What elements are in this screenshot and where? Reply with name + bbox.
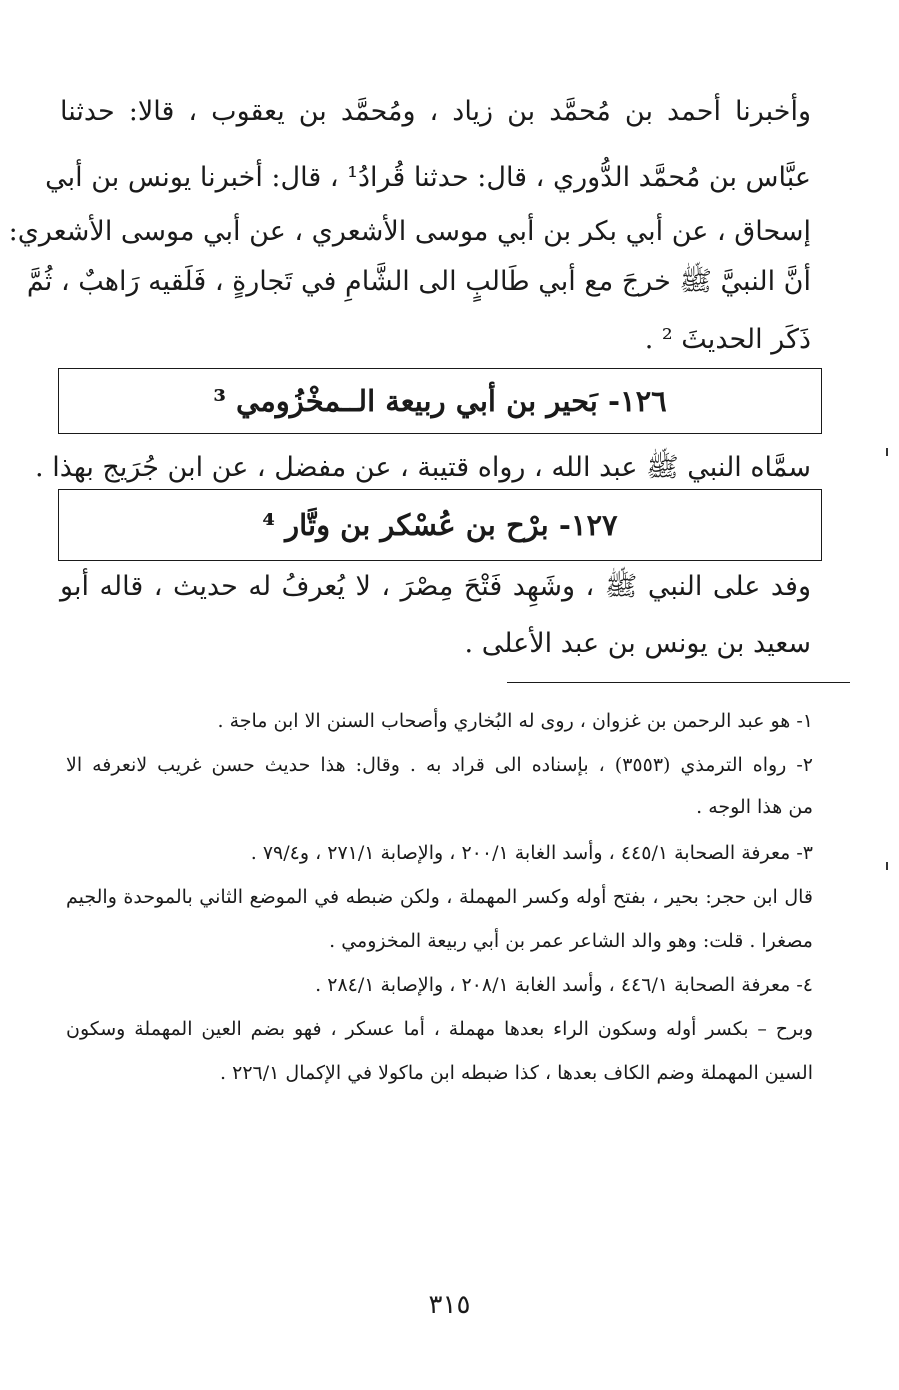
entry-126-title: ١٢٦- بَحير بن أبي ربيعة الــمخْزُومي ³ [213, 384, 667, 418]
entry-127-line: سعيد بن يونس بن عبد الأعلى . [464, 628, 811, 659]
footnote-line: وبرح – بكسر أوله وسكون الراء بعدها مهملة ، أما عسكر ، فهو بضم العين المهملة وسكون [66, 1018, 813, 1040]
footnote-line: مصغرا . قلت: وهو والد الشاعر عمر بن أبي ربيعة المخزومي . [329, 930, 813, 952]
body-line: وأخبرنا أحمد بن مُحمَّد بن زياد ، ومُحمَّد بن يعقوب ، قالا: حدثنا [60, 96, 811, 127]
entry-127-line: وفد على النبي ﷺ ، وشَهِد فَتْحَ مِصْرَ ، لا يُعرفُ له حديث ، قاله أبو [60, 571, 811, 602]
scan-mark [886, 448, 888, 456]
entry-126-heading-box [58, 368, 822, 434]
body-line: إسحاق ، عن أبي بكر بن أبي موسى الأشعري ، عن أبي موسى الأشعري: [8, 216, 811, 247]
footnote-line: السين المهملة وضم الكاف بعدها ، كذا ضبطه ابن ماكولا في الإكمال ٢٢٦/١ . [220, 1062, 813, 1084]
footnote-line: من هذا الوجه . [696, 796, 813, 818]
footnote-line: ١- هو عبد الرحمن بن غزوان ، روى له البُخاري وأصحاب السنن الا ابن ماجة . [217, 710, 813, 732]
scan-mark [886, 862, 888, 870]
entry-127-title: ١٢٧- برْح بن عُسْكر بن وتَّار ⁴ [262, 508, 618, 542]
footnote-line: ٣- معرفة الصحابة ٤٤٥/١ ، وأسد الغابة ٢٠٠/١ ، والإصابة ٢٧١/١ ، و٧٩/٤ . [250, 842, 813, 864]
body-line: عبَّاس بن مُحمَّد الدُّوري ، قال: حدثنا قُرادُ¹ ، قال: أخبرنا يونس بن أبي [45, 162, 811, 193]
entry-126-text: سمَّاه النبي ﷺ عبد الله ، رواه قتيبة ، عن مفضل ، عن ابن جُرَيج بهذا . [35, 452, 811, 483]
body-line: أنَّ النبيَّ ﷺ خرجَ مع أبي طَالبٍ الى الشَّامِ في تَجارةٍ ، فَلَقيه رَاهبٌ ، ثُمَّ [26, 266, 811, 297]
body-line: ذَكَر الحديثَ ² . [644, 324, 811, 355]
page-number: ٣١٥ [428, 1290, 471, 1320]
footnote-line: قال ابن حجر: بحير ، بفتح أوله وكسر المهملة ، ولكن ضبطه في الموضع الثاني بالموحدة والجيم [66, 886, 813, 908]
footnote-line: ٢- رواه الترمذي (٣٥٥٣) ، بإسناده الى قراد به . وقال: هذا حديث حسن غريب لانعرفه الا [66, 754, 814, 776]
entry-127-heading-box [58, 489, 822, 561]
footnote-separator [507, 682, 850, 683]
footnote-line: ٤- معرفة الصحابة ٤٤٦/١ ، وأسد الغابة ٢٠٨/١ ، والإصابة ٢٨٤/١ . [315, 974, 813, 996]
